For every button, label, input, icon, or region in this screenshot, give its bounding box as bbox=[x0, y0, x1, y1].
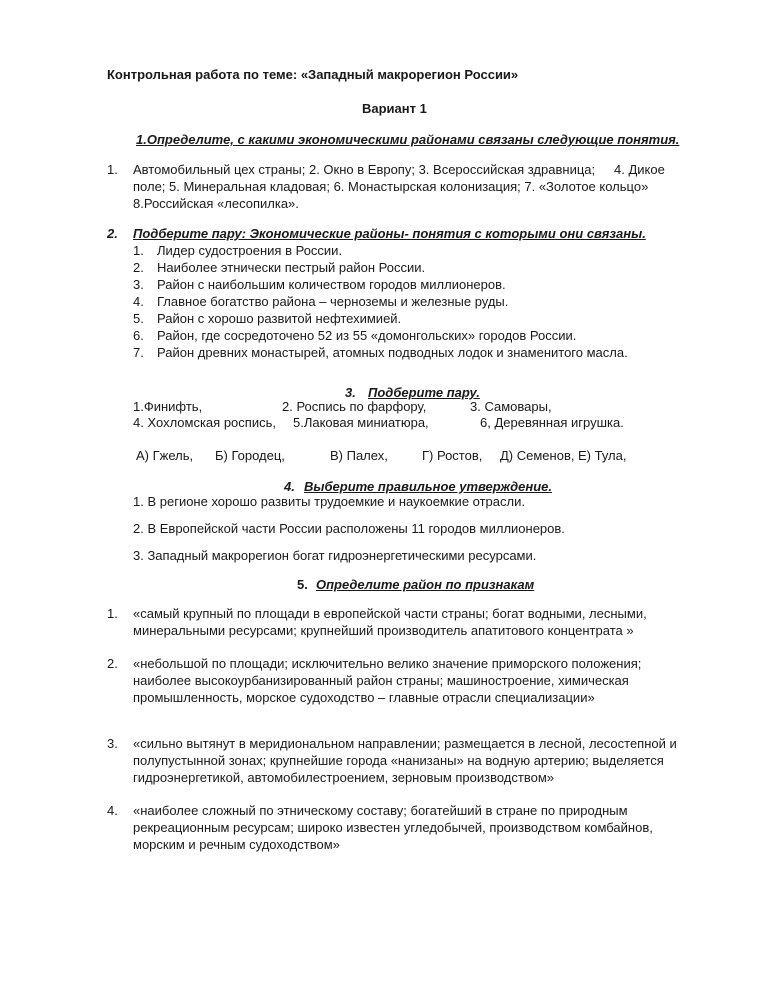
list-item: Наиболее этнически пестрый район России. bbox=[157, 260, 426, 275]
task5-heading: Определите район по признакам bbox=[316, 577, 535, 592]
list-item-number: 3. bbox=[133, 277, 144, 292]
list-item: Район древних монастырей, атомных подводных лодок и знаменитого масла. bbox=[157, 345, 628, 360]
region-description: «наиболее сложный по этническому составу; богатейший в стране по природным bbox=[133, 803, 628, 818]
craft-item: 3. Самовары, bbox=[470, 399, 552, 414]
region-description: полупустынной зонах; крупнейшие города «нанизаны» на водную артерию; выделяется bbox=[133, 753, 664, 768]
city-option: Д) Семенов, bbox=[500, 448, 575, 463]
list-item-number: 5. bbox=[133, 311, 144, 326]
task1-line: 4. Дикое bbox=[614, 162, 665, 177]
city-option: Б) Городец, bbox=[215, 448, 285, 463]
region-description: «сильно вытянут в меридиональном направлении; размещается в лесной, лесостепной и bbox=[133, 736, 677, 751]
region-description: минеральными ресурсами; крупнейший производитель апатитового концентрата » bbox=[133, 623, 634, 638]
list-item-number: 3. bbox=[107, 736, 118, 751]
statement: 1. В регионе хорошо развиты трудоемкие и наукоемкие отрасли. bbox=[133, 494, 525, 509]
task4-number: 4. bbox=[284, 479, 295, 494]
list-item: Район с наибольшим количеством городов миллионеров. bbox=[157, 277, 506, 292]
craft-item: 6, Деревянная игрушка. bbox=[480, 415, 624, 430]
list-item: Район с хорошо развитой нефтехимией. bbox=[157, 311, 402, 326]
task1-line: 8.Российская «лесопилка». bbox=[133, 196, 299, 211]
craft-item: 5.Лаковая миниатюра, bbox=[293, 415, 429, 430]
task2-heading: Подберите пару: Экономические районы- понятия с которыми они связаны. bbox=[133, 226, 646, 241]
list-item-number: 1. bbox=[107, 606, 118, 621]
statement: 3. Западный макрорегион богат гидроэнергетическими ресурсами. bbox=[133, 548, 537, 563]
task1-heading: 1.Определите, с какими экономическими районами связаны следующие понятия. bbox=[136, 132, 680, 147]
city-option: Г) Ростов, bbox=[422, 448, 483, 463]
region-description: морским и речным судоходством» bbox=[133, 837, 340, 852]
region-description: «самый крупный по площади в европейской части страны; богат водными, лесными, bbox=[133, 606, 647, 621]
craft-item: 1.Финифть, bbox=[133, 399, 203, 414]
list-item: Главное богатство района – черноземы и железные руды. bbox=[157, 294, 509, 309]
list-item-number: 4. bbox=[133, 294, 144, 309]
region-description: «небольшой по площади; исключительно велико значение приморского положения; bbox=[133, 656, 642, 671]
list-item-number: 1. bbox=[133, 243, 144, 258]
task1-number: 1. bbox=[107, 162, 118, 177]
task1-line: поле; 5. Минеральная кладовая; 6. Монастырская колонизация; 7. «Золотое кольцо» bbox=[133, 179, 649, 194]
page-title: Контрольная работа по теме: «Западный макрорегион России» bbox=[107, 67, 519, 82]
task1-line: Автомобильный цех страны; 2. Окно в Европу; 3. Всероссийская здравница; bbox=[133, 162, 596, 177]
list-item: Район, где сосредоточено 52 из 55 «домонгольских» городов России. bbox=[157, 328, 577, 343]
list-item-number: 7. bbox=[133, 345, 144, 360]
task2-number: 2. bbox=[107, 226, 118, 241]
list-item-number: 2. bbox=[133, 260, 144, 275]
list-item-number: 2. bbox=[107, 656, 118, 671]
list-item-number: 4. bbox=[107, 803, 118, 818]
craft-item: 4. Хохломская роспись, bbox=[133, 415, 276, 430]
city-option: А) Гжель, bbox=[136, 448, 194, 463]
list-item-number: 6. bbox=[133, 328, 144, 343]
task4-heading: Выберите правильное утверждение. bbox=[304, 479, 553, 494]
city-option: В) Палех, bbox=[330, 448, 388, 463]
region-description: наиболее высокоурбанизированный район страны; машиностроение, химическая bbox=[133, 673, 629, 688]
task3-heading: Подберите пару. bbox=[368, 385, 480, 400]
list-item: Лидер судостроения в России. bbox=[157, 243, 343, 258]
statement: 2. В Европейской части России расположены 11 городов миллионеров. bbox=[133, 521, 565, 536]
city-option: Е) Тула, bbox=[578, 448, 627, 463]
region-description: промышленность, морское судоходство – главные отрасли специализации» bbox=[133, 690, 595, 705]
craft-item: 2. Роспись по фарфору, bbox=[282, 399, 427, 414]
task5-number: 5. bbox=[297, 577, 308, 592]
region-description: рекреационным ресурсам; широко известен угледобычей, производством комбайнов, bbox=[133, 820, 653, 835]
region-description: гидроэнергетикой, автомобилестроением, зерновым производством» bbox=[133, 770, 555, 785]
variant-label: Вариант 1 bbox=[362, 101, 427, 116]
task3-number: 3. bbox=[345, 385, 356, 400]
